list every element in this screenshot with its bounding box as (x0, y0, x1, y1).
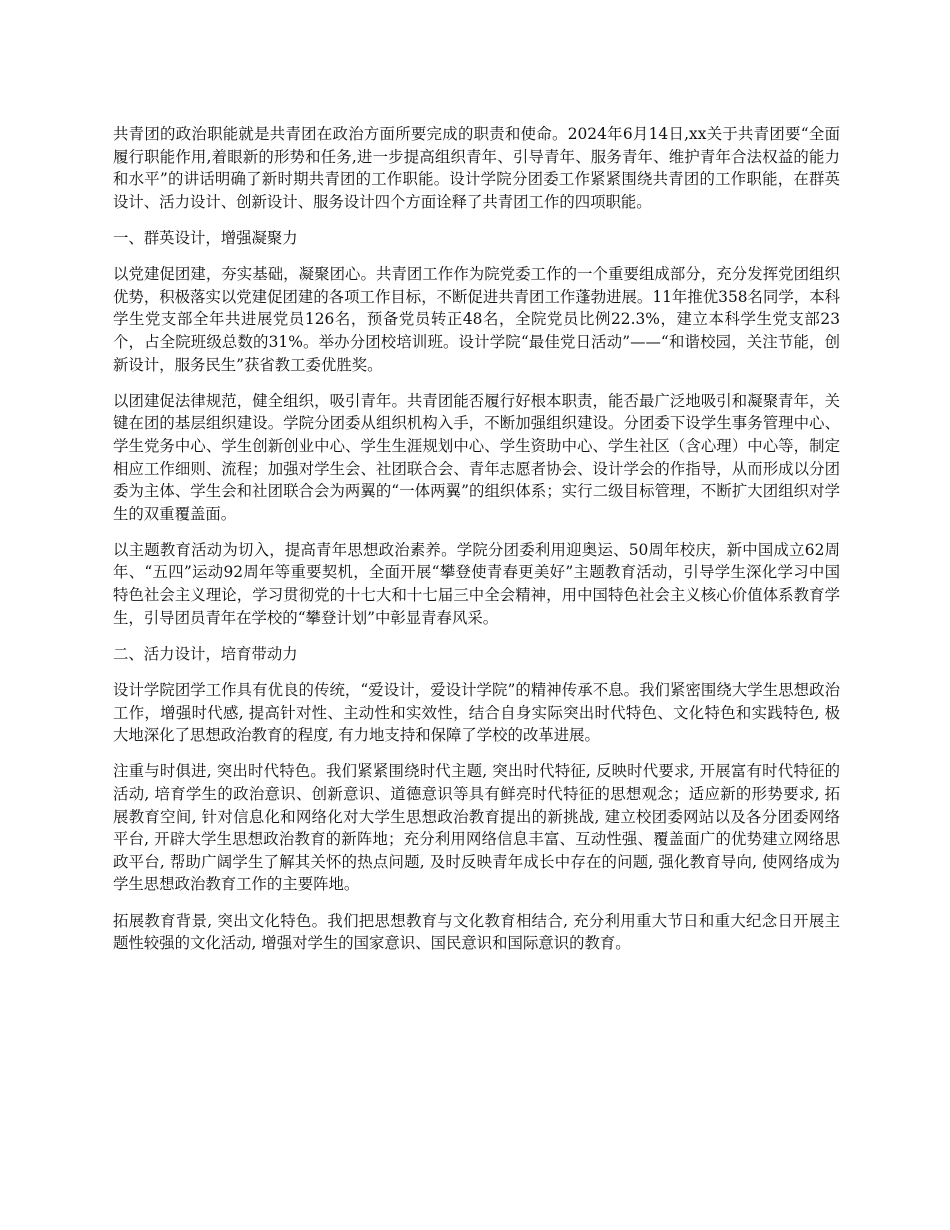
culture-feature-paragraph: 拓展教育背景, 突出文化特色。我们把思想教育与文化教育相结合, 充分利用重大节日和重大纪念日开展主题性较强的文化活动, 增强对学生的国家意识、国民意识和国际意识的教育。 (113, 911, 840, 953)
section-heading-1: 一、群英设计，增强凝聚力 (113, 228, 298, 247)
organization-paragraph: 以团建促法律规范，健全组织，吸引青年。共青团能否履行好根本职责，能否最广泛地吸引和凝聚青年，关键在团的基层组织建设。学院分团委从组织机构入手，不断加强组织建设。分团委下设学生事务管理中心、学生党务中心、学生创新创业中心、学生生涯规划中心、学生资助中心、学生社区（含心理）中心等，制定相应工作细则、流程；加强对学生会、社团联合会、青年志愿者协会、设计学会的作指导，从而形成以分团委为主体、学生会和社团联合会为两翼的“一体两翼”的组织体系；实行二级目标管理，不断扩大团组织对学生的双重覆盖面。 (113, 391, 840, 523)
tradition-paragraph: 设计学院团学工作具有优良的传统，“爱设计，爱设计学院”的精神传承不息。我们紧密围绕大学生思想政治工作，增强时代感, 提高针对性、主动性和实效性，结合自身实际突出时代特色、文化特色和实践特色, 极大地深化了思想政治教育的程度, 有力地支持和保障了学校的改革进展。 (113, 681, 840, 745)
party-building-paragraph: 以党建促团建，夯实基础，凝聚团心。共青团工作作为院党委工作的一个重要组成部分，充分发挥党团组织优势，积极落实以党建促团建的各项工作目标，不断促进共青团工作蓬勃进展。11年推优358名同学，本科学生党支部全年共进展党员126名，预备党员转正48名，全院党员比例22.3%，建立本科学生党支部23个，占全院班级总数的31%。举办分团校培训班。设计学院“最佳党日活动”——“和谐校园，关注节能，创新设计，服务民生”获省教工委优胜奖。 (113, 265, 840, 374)
intro-paragraph: 共青团的政治职能就是共青团在政治方面所要完成的职责和使命。2024年6月14日,xx关于共青团要“全面履行职能作用,着眼新的形势和任务,进一步提高组织青年、引导青年、服务青年、维护青年合法权益的能力和水平”的讲话明确了新时期共青团的工作职能。设计学院分团委工作紧紧围绕共青团的工作职能，在群英设计、活力设计、创新设计、服务设计四个方面诠释了共青团工作的四项职能。 (113, 125, 840, 211)
theme-education-paragraph: 以主题教育活动为切入，提高青年思想政治素养。学院分团委利用迎奥运、50周年校庆，新中国成立62周年、“五四”运动92周年等重要契机，全面开展“攀登使青春更美好”主题教育活动，引导学生深化学习中国特色社会主义理论，学习贯彻党的十七大和十七届三中全会精神，用中国特色社会主义核心价值体系教育学生，引导团员青年在学校的“攀登计划”中彰显青春风采。 (113, 540, 840, 627)
times-feature-paragraph: 注重与时俱进, 突出时代特色。我们紧紧围绕时代主题, 突出时代特征, 反映时代要求, 开展富有时代特征的活动, 培育学生的政治意识、创新意识、道德意识等具有鲜亮时代特征的思想观念；适应新的形势要求, 拓展教育空间, 针对信息化和网络化对大学生思想政治教育提出的新挑战, 建立校团委网站以及各分团委网络平台, 开辟大学生思想政治教育的新阵地；充分利用网络信息丰富、互动性强、覆盖面广的优势建立网络思政平台, 帮助广阔学生了解其关怀的热点问题, 及时反映青年成长中存在的问题, 强化教育导向, 使网络成为学生思想政治教育工作的主要阵地。 (113, 762, 840, 894)
section-heading-2: 二、活力设计，培育带动力 (113, 644, 298, 663)
document-page (113, 123, 840, 968)
